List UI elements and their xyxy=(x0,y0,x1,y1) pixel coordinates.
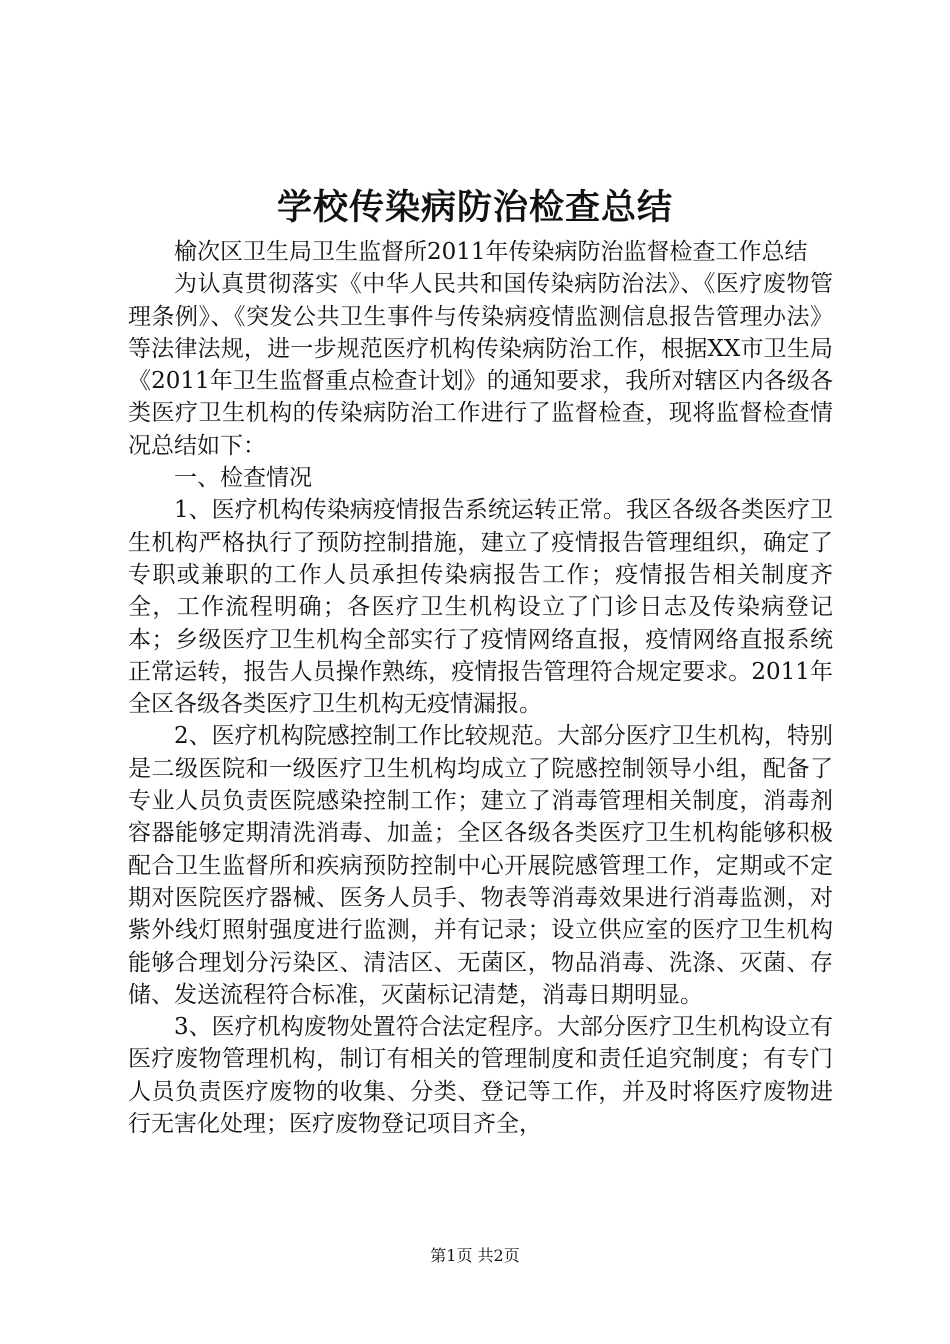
paragraph-item-1: 1、医疗机构传染病疫情报告系统运转正常。我区各级各类医疗卫生机构严格执行了预防控制措施，建立了疫情报告管理组织，确定了专职或兼职的工作人员承担传染病报告工作；疫情报告相关制度齐全，工作流程明确；各医疗卫生机构设立了门诊日志及传染病登记本；乡级医疗卫生机构全部实行了疫情网络直报，疫情网络直报系统正常运转，报告人员操作熟练，疫情报告管理符合规定要求。2011年全区各级各类医疗卫生机构无疫情漏报。 xyxy=(128,497,833,718)
document-title: 学校传染病防治检查总结 xyxy=(276,187,673,228)
page-footer: 第1页 共2页 xyxy=(430,1246,520,1265)
section-heading-inspection: 一、检查情况 xyxy=(174,465,312,492)
document-body xyxy=(128,236,833,1140)
paragraph-intro: 为认真贯彻落实《中华人民共和国传染病防治法》、《医疗废物管理条例》、《突发公共卫生事件与传染病疫情监测信息报告管理办法》等法律法规，进一步规范医疗机构传染病防治工作，根据XX市卫生局《2011年卫生监督重点检查计划》的通知要求，我所对辖区内各级各类医疗卫生机构的传染病防治工作进行了监督检查，现将监督检查情况总结如下： xyxy=(128,271,833,459)
paragraph-item-2: 2、医疗机构院感控制工作比较规范。大部分医疗卫生机构，特别是二级医院和一级医疗卫生机构均成立了院感控制领导小组，配备了专业人员负责医院感染控制工作；建立了消毒管理相关制度，消毒剂容器能够定期清洗消毒、加盖；全区各级各类医疗卫生机构能够积极配合卫生监督所和疾病预防控制中心开展院感管理工作，定期或不定期对医院医疗器械、医务人员手、物表等消毒效果进行消毒监测，对紫外线灯照射强度进行监测，并有记录；设立供应室的医疗卫生机构能够合理划分污染区、清洁区、无菌区，物品消毒、洗涤、灭菌、存储、发送流程符合标准，灭菌标记清楚，消毒日期明显。 xyxy=(128,723,833,1008)
paragraph-subtitle: 榆次区卫生局卫生监督所2011年传染病防治监督检查工作总结 xyxy=(174,239,808,265)
paragraph-item-3: 3、医疗机构废物处置符合法定程序。大部分医疗卫生机构设立有医疗废物管理机构，制订有相关的管理制度和责任追究制度；有专门人员负责医疗废物的收集、分类、登记等工作，并及时将医疗废物进行无害化处理；医疗废物登记项目齐全， xyxy=(128,1014,833,1138)
